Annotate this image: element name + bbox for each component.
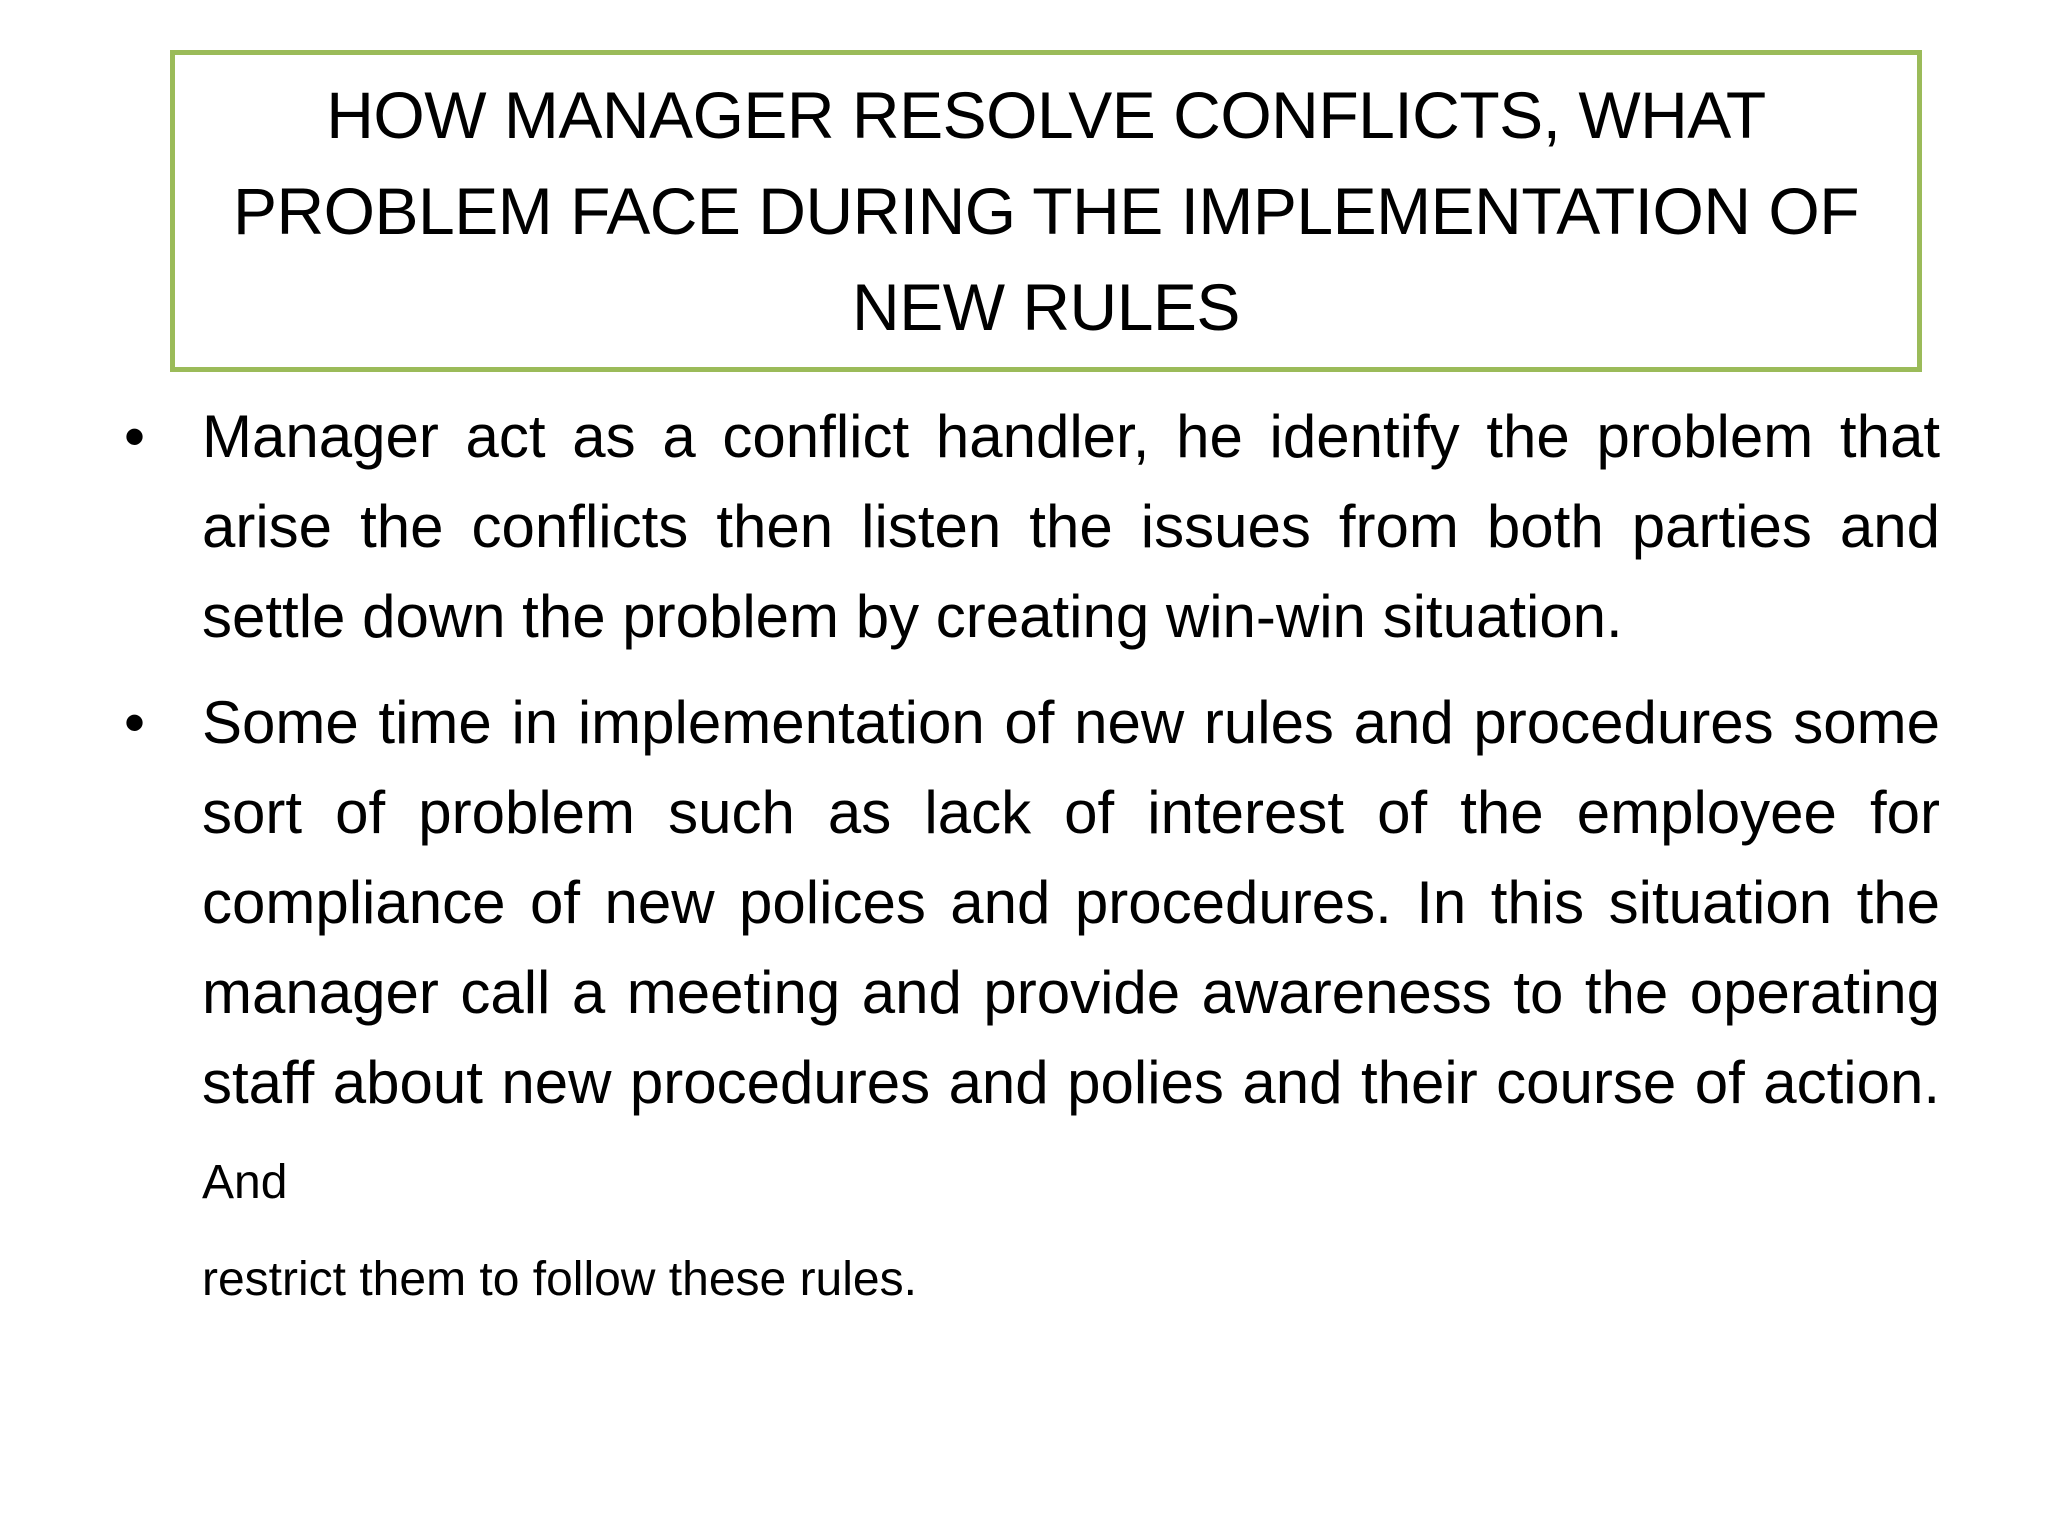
slide-title: HOW MANAGER RESOLVE CONFLICTS, WHAT PROBLEM FACE DURING THE IMPLEMENTATION OF NEW RULES	[232, 78, 1860, 344]
bullet-item-2	[110, 678, 1940, 1320]
bullet-text: Some time in implementation of new rules and procedures some sort of problem such as lack of interest of the employee for compliance of new polices and procedures. In this situation the manager call a meeting and provide awareness to the operating staff about new procedures and polies and their course of action.	[202, 689, 1940, 1116]
title-box	[170, 50, 1922, 372]
bullet-list	[110, 392, 1940, 1336]
bullet-marker: •	[124, 403, 146, 470]
bullet-marker: •	[124, 689, 146, 756]
bullet-item-1	[110, 392, 1940, 662]
bullet-continuation: restrict them to follow these rules.	[202, 1253, 917, 1306]
bullet-text: Manager act as a conflict handler, he identify the problem that arise the conflicts then listen the issues from both parties and settle down the problem by creating win-win situation.	[202, 403, 1940, 650]
bullet-text-small-tail: And	[202, 1156, 288, 1209]
bullet-text-wrapper	[202, 678, 1940, 1228]
